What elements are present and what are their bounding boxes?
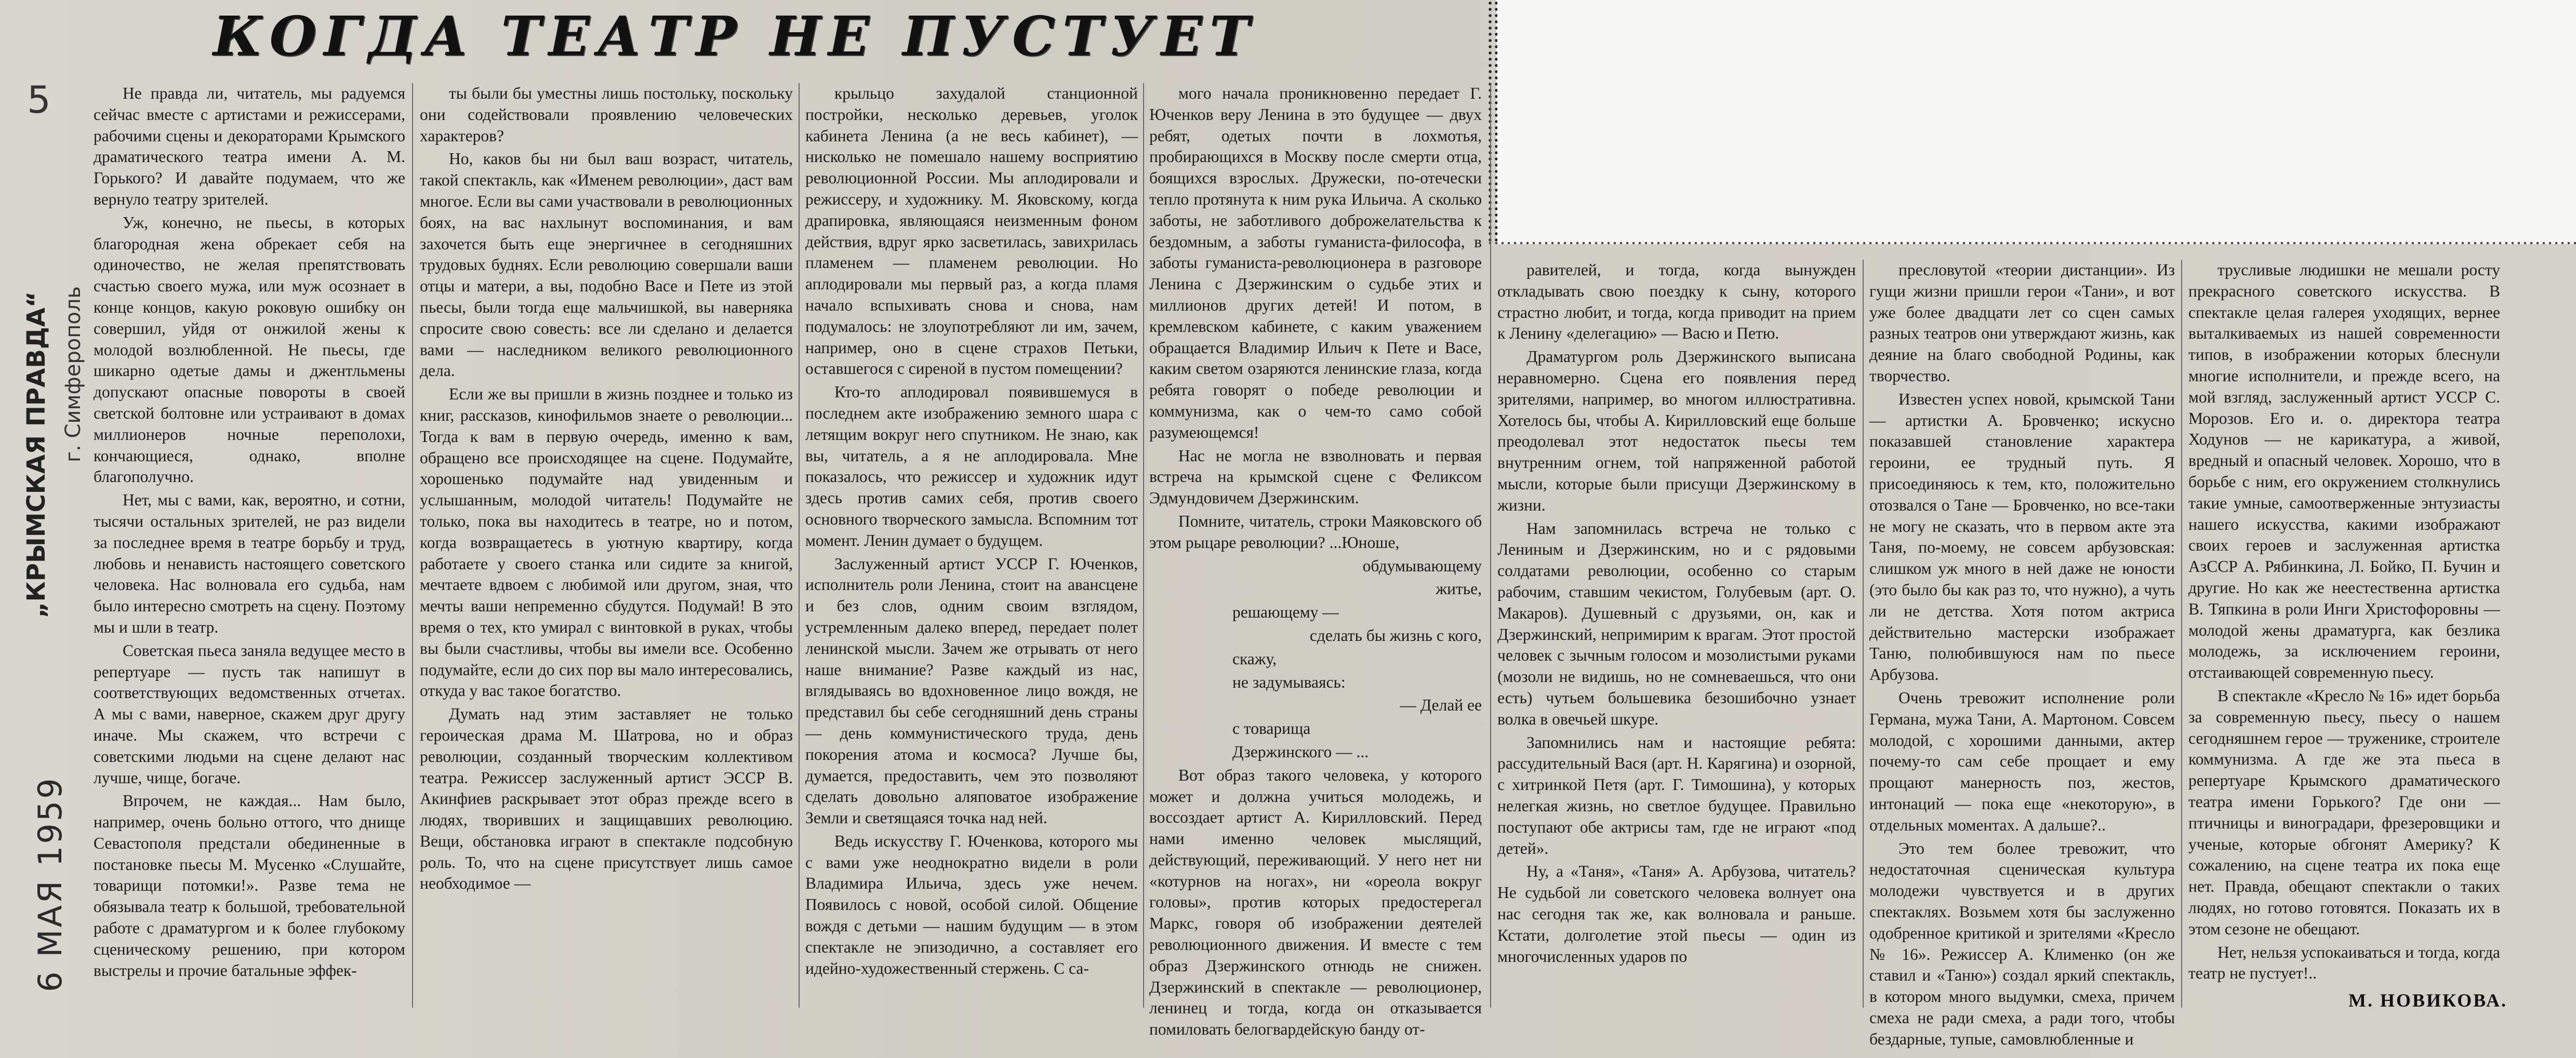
verse-line: с товарища [1232,719,1311,738]
paragraph: Нам запомнилась встреча не только с Лениным и Дзержинским, но и с рядовыми солдатами революции, особенно со старым рабочим, ставшим чекистом, Голубевым (арт. О. Макаров). Душевный с друзьями, он, как и Дзержинский, непримирим к врагам. Этот простой человек с зычным голосом и мозолистыми руками (мозоли не видишь, но не сомневаешься, что они есть) чутьем большевика безошибочно узнает волка в овечьей шкуре. [1497,519,1856,728]
article-column-1 [94,83,405,1008]
paragraph: Очень тревожит исполнение роли Германа, мужа Тани, А. Мартоном. Совсем молодой, с хорошими данными, актер почему-то сам себе прощает и ему прощают манерность поз, жестов, интонаций — пока еще «некоторую», в отдельных моментах. А дальше?.. [1869,688,2175,834]
date-stamp: 6 МАЯ 1959 [31,776,69,992]
paragraph: В спектакле «Кресло № 16» идет борьба за современную пьесу, пьесу о нашем сегодняшнем герое — труженике, строителе коммунизма. А где же эта пьеса в репертуаре Крымского драматического театра имени Горького? Где они — птичницы и виноградари, фрезеровщики и ученые, которые обгонят Америку? К сожалению, на сцене театра их пока еще нет. Правда, обещают спектакли о таких людях, но готово готовятся. Показать их в этом сезоне не обещают. [2188,686,2500,938]
verse-line: — Делай ее [1400,696,1482,715]
verse-line: сделать бы жизнь с кого, [1309,626,1482,645]
column-divider [799,83,800,1008]
paragraph: Думать над этим заставляет не только героическая драма М. Шатрова, но и образ революции, созданный творческим коллективом театра. Режиссер заслуженный артист ЭССР В. Акинфиев раскрывает этот образ прежде всего в людях, творивших и защищавших революцию. Вещи, обстановка играют в спектакле подсобную роль. То, что на сцене присутствует лишь самое необходимое — [420,705,793,893]
paragraph: пресловутой «теории дистанции». Из гущи жизни пришли герои «Тани», и вот уже более двадцати лет со сцен самых разных театров они утверждают жизнь, как деяние на благо свободной Родины, как творчество. [1869,261,2175,385]
paragraph: Драматургом роль Дзержинского выписана неравномерно. Сцена его появления перед зрителями, например, во многом иллюстративна. Хотелось бы, чтобы А. Кирилловский еще больше преодолевал этот недостаток пьесы тем внутренним огнем, той напряженной работой мысли, которые были присущи Дзержинскому в жизни. [1497,347,1856,514]
paragraph: Если же вы пришли в жизнь позднее и только из книг, рассказов, кинофильмов знаете о революции... Тогда к вам в первую очередь, именно к вам, обращено все происходящее на сцене. Подумайте, хорошенько подумайте над увиденным и услышанным, молодой читатель! Подумайте не только, пока вы находитесь в театре, но и потом, когда возвращаетесь в уютную квартиру, когда работаете у своего станка или сидите за книгой, мечтаете вдвоем с любимой или другом, зная, что мечты ваши непременно сбудутся. Подумай! В это время о тех, кто умирал с винтовкой в руках, чтобы вы были счастливы, чтобы вы имели все. Особенно подумайте, если до сих пор вы мало интересовались, откуда у вас такое богатство. [420,385,793,700]
paragraph: Не правда ли, читатель, мы радуемся сейчас вместе с артистами и режиссерами, рабочими сцены и декораторами Крымского драматического театра имени А. М. Горького? И давайте подумаем, что же вернуло театру зрителей. [94,84,405,208]
paragraph: Нет, мы с вами, как, вероятно, и сотни, тысячи остальных зрителей, не раз видели за последнее время в театре борьбу и труд, любовь и ненависть настоящего советского человека. Нас волновала его судьба, нам было интересно смотреть на сцену. Поэтому мы и шли в театр. [94,491,405,636]
paragraph: равителей, и тогда, когда вынужден откладывать свою поездку к сыну, которого страстно любит, и тогда, когда приводит на прием к Ленину «делегацию» — Васю и Петю. [1497,261,1856,343]
article-column-3 [805,83,1138,1008]
paragraph: Но, каков бы ни был ваш возраст, читатель, такой спектакль, как «Именем революции», даст вам многое. Если вы сами участвовали в революционных боях, на вас нахлынут воспоминания, и вам захочется быть еще энергичнее в сегодняшних трудовых буднях. Если революцию совершали ваши отцы и матери, а вы, подобно Васе и Пете из этой пьесы, были тогда еще мальчишкой, вы наверняка спросите свою совесть: все ли сделано и делается вами — наследником великого революционного дела. [420,150,793,380]
paragraph: Помните, читатель, строки Маяковского об этом рыцаре революции? ...Юноше, [1149,512,1482,552]
perforated-edge-horizontal [1487,240,2576,247]
paragraph: Кто-то аплодировал появившемуся в последнем акте изображению земного шара с летящим вокруг него спутником. Не знаю, как вы, читатель, а я не аплодировала. Мне показалось, что режиссер и художник идут здесь против самих себя, против своего основного творческого замысла. Вспомним тот момент. Ленин думает о будущем. [805,383,1138,550]
paragraph: Известен успех новой, крымской Тани — артистки А. Бровченко; искусно показавшей становление характера героини, ее трудный путь. Я присоединяюсь к тем, кто, положительно отозвался о Тане — Бровченко, но все-таки не могу не сказать, что в первом акте эта Таня, по-моему, не совсем арбузовская: слишком уж много в ней даже не юности (это было бы как раз то, что нужно), а чуть ли не детства. Хотя потом актриса действительно мастерски изображает Таню, полюбившуюся нам по пьесе Арбузова. [1869,390,2175,684]
paragraph: Заслуженный артист УССР Г. Юченков, исполнитель роли Ленина, стоит на авансцене и без слов, одним своим взглядом, устремленным далеко вперед, передает полет ленинской мысли. Зачем же отрывать от него наше внимание? Разве каждый из нас, вглядываясь во вдохновенное лицо вождя, не представил бы себе сегодняшний день страны — день коммунистического труда, день покорения атома и космоса? Лучше бы, думается, предоставить, чем это позволяют сделать довольно аляповатое изображение Земли и светящаяся точка над ней. [805,554,1138,827]
verse-line: скажу, [1232,649,1277,668]
column-divider [1863,260,1864,1008]
paragraph: крыльцо захудалой станционной постройки, несколько деревьев, уголок кабинета Ленина (а не весь кабинет), — нисколько не помешало нашему восприятию революционной России. Мы аплодировали и режиссеру, и художнику. М. Яковскому, когда драпировка, являющаяся неизменным фоном действия, вдруг ярко засветилась, завихрилась пламенем — пламенем революции. Но аплодировали мы первый раз, а когда пламя начало вспыхивать снова и снова, нам подумалось: не злоупотребляют ли им, зачем, например, оно в сцене страхов Петьки, оставшегося с сиреной в пустом помещении? [805,84,1138,378]
paragraph: трусливые людишки не мешали росту прекрасного советского искусства. В спектакле целая галерея уходящих, вернее выталкиваемых из нашей современности типов, в изображении которых блеснули многие исполнители, и прежде всего, на мой взгляд, заслуженный артист УССР С. Морозов. Его и. о. директора театра Ходунов — не карикатура, а живой, вредный и опасный человек. Хорошо, что в борьбе с ним, его окружением столкнулись такие умные, самоотверженные энтузиасты нашего искусства, какими изображают своих героев и заслуженная артистка АзССР А. Рябинкина, Л. Бойко, П. Бучин и другие. Но как же неестественна артистка В. Тяпкина в роли Инги Христофоровны — молодой жены драматурга, как безлика молодежь, за исключением героини, отстаивающей современную пьесу. [2188,261,2500,682]
perforated-edge-vertical [1487,0,1497,244]
paragraph: Впрочем, не каждая... Нам было, например, очень больно оттого, что днище Севастополя предстали обединенные в постановке пьесы М. Мусенко «Слушайте, товарищи потомки!». Разве тема не обязывала театр к большой, требовательной работе с драматургом и к более глубокому сценическому решению, при котором выстрелы и прочие батальные эффек- [94,792,405,980]
verse-line: обдумывающему [1362,556,1482,575]
verse-line: Дзержинского — ... [1232,742,1369,761]
paragraph: Вот образ такого человека, у которого может и должна учиться молодежь, и воссоздает артист А. Кирилловский. Перед нами именно человек мыслящий, действующий, переживающий. У него нет ни «котурнов на ногах», ни «ореола вокруг головы», против которых предостерегал Маркс, говоря об изображении деятелей революционного движения. И вместе с тем образ Дзержинского отнюдь не снижен. Дзержинский в спектакле — революционер, ленинец и тогда, когда он отказывается помиловать белогвардейскую банду от- [1149,766,1482,1039]
article-column-6 [1869,260,2175,1048]
verse-line: житье, [1436,580,1482,598]
column-divider [2181,260,2182,1008]
paragraph: Нас не могла не взволновать и первая встреча на крымской сцене с Феликсом Эдмундовичем Дзержинским. [1149,446,1482,507]
paragraph: мого начала проникновенно передает Г. Юченков веру Ленина в это будущее — двух ребят, одетых почти в лохмотья, пробирающихся в Москву после смерти отца, боящихся взрослых. Дружески, по-отечески тепло протянута к ним рука Ильича. А сколько заботы, не заботливого доброжелательства к бездомным, а заботы гуманиста-философа, в заботы гуманиста-революционера в разговоре Ленина с Дзержинским о судьбе этих и миллионов других детей! И потом, в кремлевском кабинете, с каким уважением обращается Владимир Ильич к Пете и Васе, каким светом озаряются ленинские глаза, когда ребята говорят о победе революции и коммунизма, как о чем-то само собой разумеющемся! [1149,84,1482,441]
article-column-2 [420,83,793,1008]
article-column-5 [1497,260,1856,1008]
verse-line: решающему — [1232,603,1339,622]
paragraph: Это тем более тревожит, что недостаточная сценическая культура молодежи чувствуется и в других спектаклях. Возьмем хотя бы заслуженно одобренное критикой и зрителями «Кресло № 16». Режиссер А. Клименко (он же ставил и «Таню») создал яркий спектакль, в котором много выдумки, смеха, причем смеха не ради смеха, а ради того, чтобы бездарные, тупые, самовлюбленные и [1869,839,2175,1048]
blank-paper-area [1496,0,2576,244]
column-divider [1143,83,1144,1008]
paragraph: Ведь искусству Г. Юченкова, которого мы с вами уже неоднократно видели в роли Владимира Ильича, здесь уже нечем. Появилось с новой, особой силой. Общение вождя с детьми — нашим будущим — в этом спектакле не эпизодично, а составляет его идейно-художественный стержень. С са- [805,832,1138,977]
author-signature: М. НОВИКОВА. [2348,990,2507,1011]
paragraph: Уж, конечно, не пьесы, в которых благородная жена обрекает себя на одиночество, не желая препятствовать счастью своего мужа, или муж осознает в конце концов, какую роковую ошибку он совершил, уйдя от онжилой жены к молодой возлюбленной. Не пьесы, где шикарно одетые дамы и джентльмены допускают опасные повороты в своей светской болтовне или устраивают в домах миллионеров ночные переполохи, кончающиеся, однако, вполне благополучно. [94,213,405,486]
article-headline: КОГДА ТЕАТР НЕ ПУСТУЕТ [213,4,1257,68]
paragraph: Советская пьеса заняла ведущее место в репертуаре — пусть так напишут в соответствующих ведомственных отчетах. А мы с вами, наверное, скажем друг другу иначе. Мы скажем, что встречи с советскими людьми на сцене делают нас лучше, чище, богаче. [94,641,405,787]
verse-line: не задумываясь: [1232,673,1346,691]
article-column-7 [2188,260,2500,983]
handwritten-margin-mark: 5 [27,78,51,122]
city-stamp: г. Симферополь [61,286,85,462]
newspaper-name-stamp: „КРЫМСКАЯ ПРАВДА“ [22,291,51,618]
paragraph: Запомнились нам и настоящие ребята: рассудительный Вася (арт. Н. Карягина) и озорной, с хитринкой Петя (арт. Г. Тимошина), у которых нелегкая жизнь, но светлое будущее. Правильно поступают обе актрисы там, где не играют «под детей». [1497,733,1856,858]
paragraph: Нет, нельзя успокаиваться и тогда, когда театр не пустует!.. [2188,943,2500,983]
article-column-4 [1149,83,1482,1039]
column-divider [412,83,413,1008]
paragraph: Ну, а «Таня», «Таня» А. Арбузова, читатель? Не судьбой ли советского человека волнует она нас сегодня так же, как волновала и раньше. Кстати, долголетие этой пьесы — один из многочисленных ударов по [1497,862,1856,966]
paragraph: ты были бы уместны лишь постольку, поскольку они содействовали проявлению человеческих характеров? [420,84,793,145]
column-divider [1490,83,1491,1008]
